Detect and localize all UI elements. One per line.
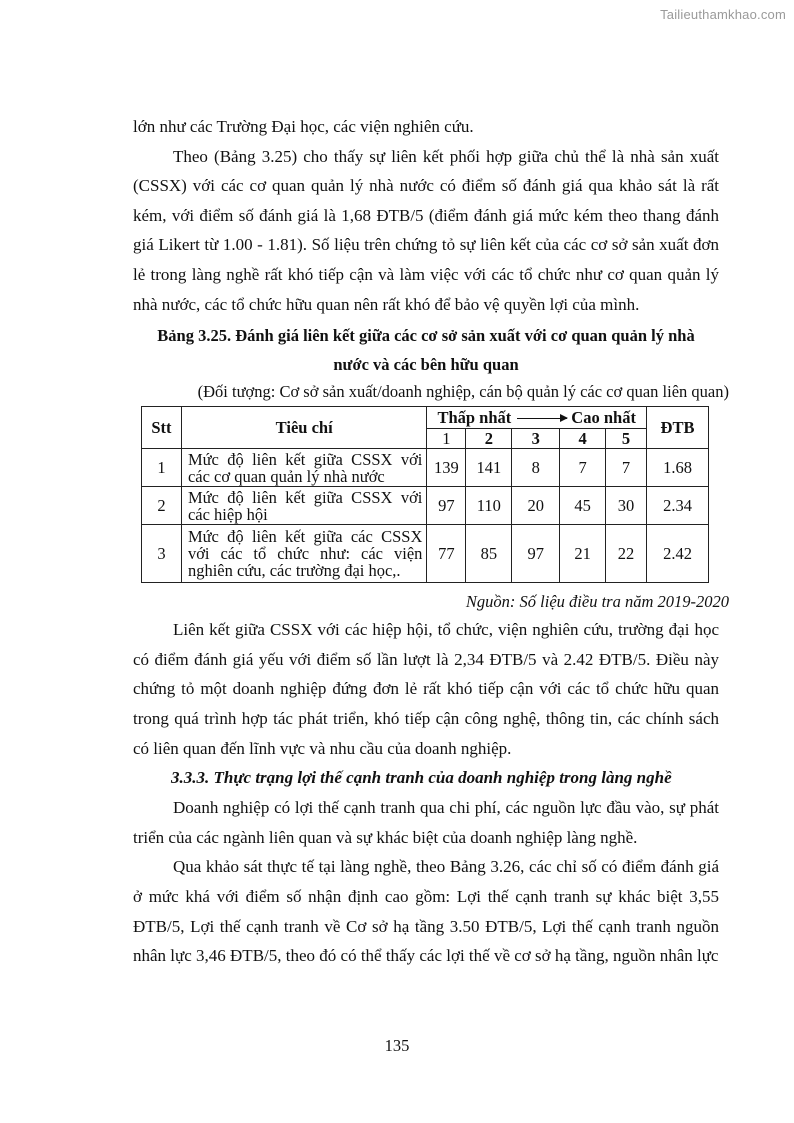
table-header-row (142, 407, 709, 429)
table-caption-line1: Bảng 3.25. Đánh giá liên kết giữa các cơ sở sản xuất với cơ quan quản lý nhà (157, 326, 695, 346)
header-low-label: Thấp nhất (437, 408, 512, 428)
section-heading: 3.3.3. Thực trạng lợi thế cạnh tranh của doanh nghiệp trong làng nghề (171, 768, 672, 788)
header-criteria: Tiêu chí (181, 407, 426, 449)
row-value: 141 (466, 449, 512, 487)
row-value: 77 (427, 525, 466, 583)
scale-1: 1 (427, 429, 466, 449)
row-stt: 3 (142, 525, 182, 583)
row-value: 139 (427, 449, 466, 487)
row-criteria: Mức độ liên kết giữa CSSX với các cơ quan quản lý nhà nước (181, 449, 426, 487)
row-value: 30 (606, 487, 647, 525)
page-content (133, 112, 729, 971)
row-stt: 1 (142, 449, 182, 487)
data-table (141, 406, 709, 583)
paragraph-analysis: Liên kết giữa CSSX với các hiệp hội, tổ chức, viện nghiên cứu, trường đại học có điểm đánh giá yếu với điểm số lần lượt là 2,34 ĐTB/5 và 2.42 ĐTB/5. Điều này chứng tỏ một doanh nghiệp đứng đơn lẻ rất khó tiếp cận với các tổ chức hữu quan trong quá trình hợp tác phát triển, khó tiếp cận công nghệ, thông tin, các chính sách có liên quan đến lĩnh vực và nhu cầu của doanh nghiệp. (133, 620, 719, 758)
table-subtitle: (Đối tượng: Cơ sở sản xuất/doanh nghiệp, cán bộ quản lý các cơ quan liên quan) (197, 382, 729, 402)
header-scale-range (427, 407, 647, 429)
arrow-right-icon (517, 418, 567, 419)
row-avg: 2.42 (647, 525, 709, 583)
page-number: 135 (384, 1036, 410, 1055)
paragraph-survey: Qua khảo sát thực tế tại làng nghề, theo Bảng 3.26, các chỉ số có điểm đánh giá ở mức khá với điểm số nhận định cao gồm: Lợi thế cạnh tranh sự khác biệt 3,55 ĐTB/5, Lợi thế cạnh tranh về Cơ sở hạ tầng 3.50 ĐTB/5, Lợi thế cạnh tranh nguồn nhân lực 3,46 ĐTB/5, theo đó có thể thấy các lợi thế về cơ sở hạ tầng, nguồn nhân lực (133, 857, 719, 966)
header-avg: ĐTB (647, 407, 709, 449)
table-row (142, 525, 709, 583)
scale-2: 2 (466, 429, 512, 449)
table-source: Nguồn: Số liệu điều tra năm 2019-2020 (465, 592, 729, 612)
scale-4: 4 (560, 429, 606, 449)
row-criteria: Mức độ liên kết giữa CSSX với các hiệp hội (181, 487, 426, 525)
table-caption (133, 321, 719, 379)
row-value: 97 (512, 525, 560, 583)
row-value: 45 (560, 487, 606, 525)
row-criteria: Mức độ liên kết giữa các CSSX với các tổ chức như: các viện nghiên cứu, các trường đại học,. (181, 525, 426, 583)
row-avg: 2.34 (647, 487, 709, 525)
header-high-label: Cao nhất (571, 408, 636, 428)
scale-5: 5 (606, 429, 647, 449)
row-value: 20 (512, 487, 560, 525)
table-caption-line2: nước và các bên hữu quan (333, 355, 519, 375)
row-value: 7 (560, 449, 606, 487)
row-value: 85 (466, 525, 512, 583)
paragraph-table-intro: Theo (Bảng 3.25) cho thấy sự liên kết phối hợp giữa chủ thể là nhà sản xuất (CSSX) với các cơ quan quản lý nhà nước có điểm số đánh giá qua khảo sát là rất kém, với điểm số đánh giá là 1,68 ĐTB/5 (điểm đánh giá mức kém theo thang đánh giá Likert từ 1.00 - 1.81). Số liệu trên chứng tỏ sự liên kết của các cơ sở sản xuất đơn lẻ trong làng nghề rất khó tiếp cận và làm việc với các tổ chức như cơ quan quản lý nhà nước, các tổ chức hữu quan nên rất khó để bảo vệ quyền lợi của mình. (133, 146, 719, 314)
table-row (142, 449, 709, 487)
row-stt: 2 (142, 487, 182, 525)
scale-3: 3 (512, 429, 560, 449)
row-value: 110 (466, 487, 512, 525)
row-value: 21 (560, 525, 606, 583)
row-avg: 1.68 (647, 449, 709, 487)
row-value: 97 (427, 487, 466, 525)
row-value: 8 (512, 449, 560, 487)
row-value: 7 (606, 449, 647, 487)
watermark: Tailieuthamkhao.com (660, 7, 786, 22)
paragraph-advantage: Doanh nghiệp có lợi thế cạnh tranh qua chi phí, các nguồn lực đầu vào, sự phát triển của các ngành liên quan và sự khác biệt của doanh nghiệp làng nghề. (133, 798, 719, 847)
paragraph-continuation: lớn như các Trường Đại học, các viện nghiên cứu. (133, 117, 474, 136)
table-row (142, 487, 709, 525)
header-stt: Stt (142, 407, 182, 449)
row-value: 22 (606, 525, 647, 583)
